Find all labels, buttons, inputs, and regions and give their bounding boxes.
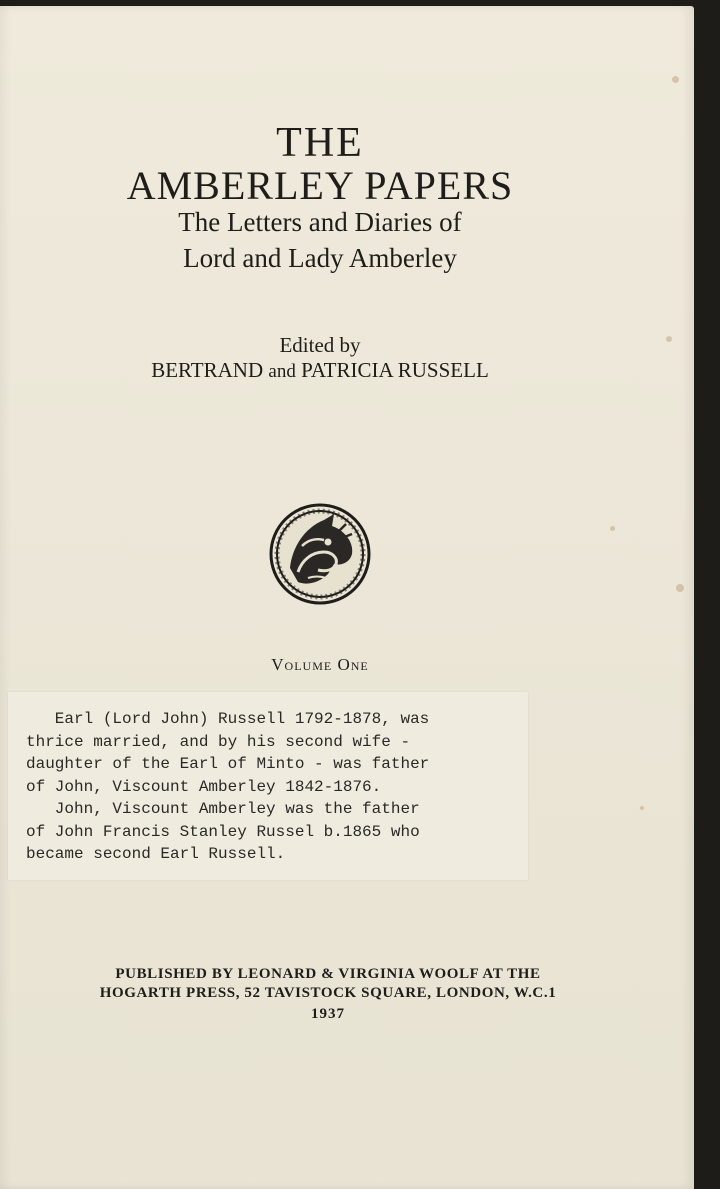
book-title: AMBERLEY PAPERS — [126, 163, 514, 208]
note-line: thrice married, and by his second wife - — [26, 732, 411, 751]
edited-by-label: Edited by — [279, 333, 361, 357]
foxing-spot — [672, 76, 679, 83]
publisher-line-1: PUBLISHED BY LEONARD & VIRGINIA WOOLF AT THE — [115, 966, 541, 982]
hogarth-press-emblem-icon — [268, 502, 372, 606]
editors-line — [0, 356, 640, 386]
editor-second: PATRICIA RUSSELL — [301, 358, 489, 382]
title-page — [0, 6, 694, 1189]
foxing-spot — [640, 806, 644, 810]
foxing-spot — [666, 336, 672, 342]
foxing-spot — [610, 526, 615, 531]
subtitle-line-1: The Letters and Diaries of — [178, 207, 462, 237]
editors-conjunction: and — [268, 361, 296, 382]
typed-note-text — [26, 708, 429, 866]
foxing-spot — [676, 584, 684, 592]
editor-first: BERTRAND — [151, 358, 264, 382]
note-line: of John, Viscount Amberley 1842-1876. — [26, 777, 382, 796]
note-line: John, Viscount Amberley was the father — [26, 800, 420, 818]
volume-label: Volume One — [271, 655, 369, 674]
note-line: Earl (Lord John) Russell 1792-1878, was — [26, 710, 430, 728]
note-line: daughter of the Earl of Minto - was father — [26, 755, 430, 773]
publication-year: 1937 — [311, 1006, 345, 1022]
subtitle-line-2: Lord and Lady Amberley — [183, 243, 457, 273]
note-line: of John Francis Stanley Russel b.1865 who — [26, 822, 420, 841]
note-line: became second Earl Russell. — [26, 845, 286, 863]
title-the: THE — [276, 120, 364, 166]
typed-note-label — [8, 692, 528, 880]
publisher-line-2: HOGARTH PRESS, 52 TAVISTOCK SQUARE, LONDON, W.C.1 — [99, 985, 557, 1001]
